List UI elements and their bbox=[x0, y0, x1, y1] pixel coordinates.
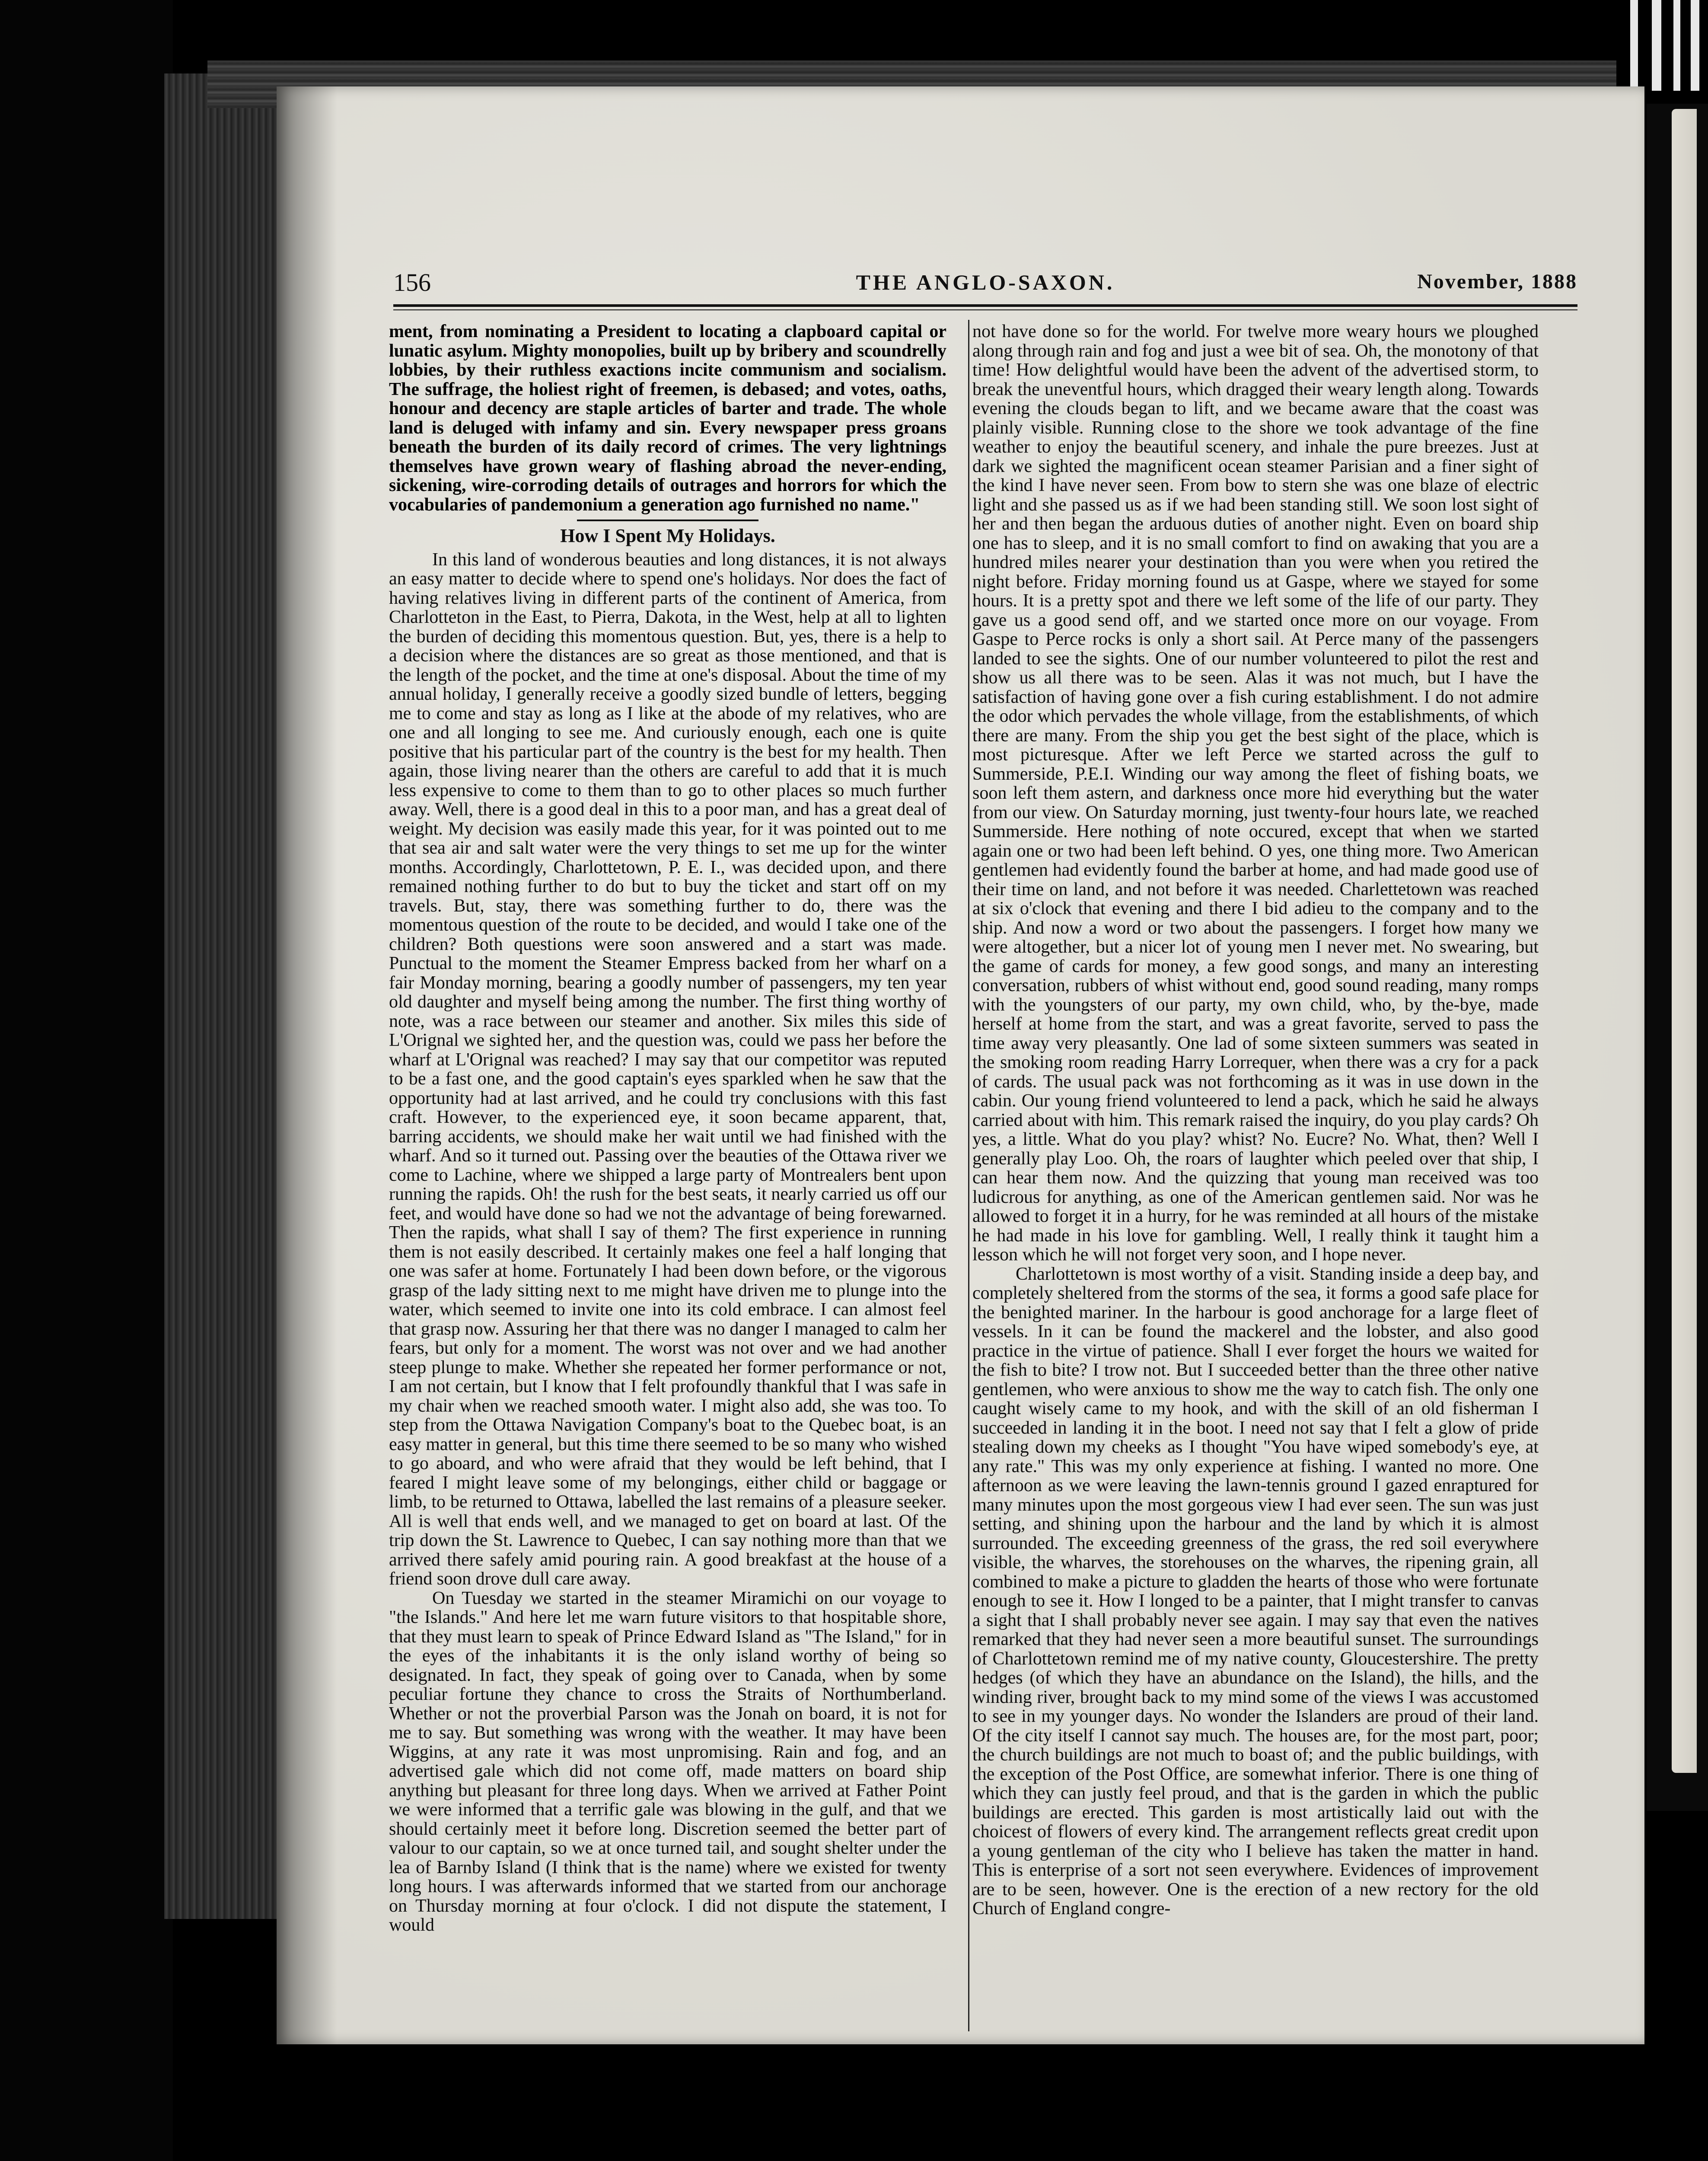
article-paragraph: not have done so for the world. For twelve more weary hours we ploughed along through rain and fog and just a wee bit of sea. Oh, the monotony of that time! How delightful would have been the advent of the advertised storm, to break the uneventful hours, which dragged their weary length along. Towards evening the clouds began to lift, and we became aware that the coast was plainly visible. Running close to the shore we took advantage of the fine weather to enjoy the beautiful scenery, and inhale the pure breezes. Just at dark we sighted the magnificent ocean steamer Parisian and a finer sight of the kind I have never seen. From bow to stern she was one blaze of electric light and she passed us as if we had been standing still. We soon lost sight of her and then began the arduous duties of another night. Even on board ship one has to sleep, and it is no small comfort to find on awaking that you are a hundred miles nearer your destination than you were when you retired the night before. Friday morning found us at Gaspe, where we stayed for some hours. It is a pretty spot and there we left some of the life of our party. They gave us a good send off, and we started once more on our voyage. From Gaspe to Perce rocks is only a short sail. At Perce many of the passengers landed to see the sights. One of our number volunteered to pilot the rest and show us all there was to be seen. Alas it was not much, but I have the satisfaction of having gone over a fish curing establishment. I do not admire the odor which pervades the whole village, from the establishments, of which there are many. From the ship you get the best sight of the place, which is most picturesque. After we left Perce we started across the gulf to Summerside, P.E.I. Winding our way among the fleet of fishing boats, we soon left them astern, and darkness once more hid everything but the water from our view. On Saturday morning, just twenty-four hours late, we reached Summerside. Here nothing of note occured, except that when we started again one or two had been left behind. O yes, one thing more. Two American gentlemen had evidently found the barber at home, and had made good use of their time on land, and not before it was needed. Charlettetown was reached at six o'clock that evening and there I bid adieu to the company and to the ship. And now a word or two about the passengers. I forget how many we were altogether, but a nicer lot of young men I never met. No swearing, but the game of cards for money, a few good songs, and many an interesting conversation, rubbers of whist without end, good sound reading, many romps with the youngsters of our party, my own child, who, by the-bye, made herself at home from the start, and was a great favorite, served to pass the time away very pleasantly. One lad of some sixteen summers was seated in the smoking room reading Harry Lorrequer, when there was a cry for a pack of cards. The usual pack was not forthcoming as it was in use down in the cabin. Our young friend volunteered to lend a pack, which he said he always carried about with him. This remark raised the inquiry, do you play cards? Oh yes, a little. What do you play? whist? No. Eucre? No. What, then? Well I generally play Loo. Oh, the roars of laughter which peeled over that ship, I can hear them now. And the quizzing that young man received was too ludicrous for anything, as one of the American gentlemen said. Nor was he allowed to forget it in a hurry, for he was reminded at all hours of the mistake he had made in his love for gambling. Well, I really think it taught him a lesson which he will not forget very soon, and I hope never. bbox=[972, 322, 1539, 1265]
left-column bbox=[389, 322, 946, 1935]
article-paragraph: In this land of wonderous beauties and long distances, it is not always an easy matter to decide where to spend one's holidays. Nor does the fact of having relatives living in different parts of the continent of America, from Charlotteton in the East, to Pierra, Dakota, in the West, help at all to lighten the burden of deciding this momentous question. But, yes, there is a help to a decision where the distances are so great as those mentioned, and that is the length of the pocket, and the time at one's disposal. About the time of my annual holiday, I generally receive a goodly sized bundle of letters, begging me to come and stay as long as I like at the abode of my relatives, who are one and all longing to see me. And curiously enough, each one is quite positive that his particular part of the country is the best for my health. Then again, those living nearer than the others are careful to add that it is much less expensive to come to them than to go to other places so much further away. Well, there is a good deal in this to a poor man, and has a great deal of weight. My decision was easily made this year, for it was pointed out to me that sea air and salt water were the very things to set me up for the winter months. Accordingly, Charlottetown, P. E. I., was decided upon, and there remained nothing further to do but to buy the ticket and start off on my travels. But, stay, there was something further to do, there was the momentous question of the route to be decided, and would I take one of the children? Both questions were soon answered and a start was made. Punctual to the moment the Steamer Empress backed from her wharf on a fair Monday morning, bearing a goodly number of passengers, my ten year old daughter and myself being among the number. The first thing worthy of note, was a race between our steamer and another. Six miles this side of L'Orignal we sighted her, and the question was, could we pass her before the wharf at L'Orignal was reached? I may say that our competitor was reputed to be a fast one, and the good captain's eyes sparkled when he saw that the opportunity had at last arrived, and he could try conclusions with this fast craft. However, to the experienced eye, it soon became apparent, that, barring accidents, we should make her wait until we had finished with the wharf. And so it turned out. Passing over the beauties of the Ottawa river we come to Lachine, where we shipped a large party of Montrealers bent upon running the rapids. Oh! the rush for the best seats, it nearly carried us off our feet, and would have done so had we not the advantage of being forewarned. Then the rapids, what shall I say of them? The first experience in running them is not easily described. It certainly makes one feel a half longing that one was safer at home. Fortunately I had been down before, or the vigorous grasp of the lady sitting next to me might have driven me to plunge into the water, which seemed to invite one into its cold embrace. I can almost feel that grasp now. Assuring her that there was no danger I managed to calm her fears, but only for a moment. The worst was not over and we had another steep plunge to make. Whether she repeated her former performance or not, I am not certain, but I know that I felt profoundly thankful that I was safe in my chair when we reached smooth water. I might also add, she was too. To step from the Ottawa Navigation Company's boat to the Quebec boat, is an easy matter in general, but this time there seemed to be so many who wished to go aboard, and who were afraid that they would be left behind, that I feared I might leave some of my belongings, either child or baggage or limb, to be returned to Ottawa, labelled the last remains of a pleasure seeker. All is well that ends well, and we managed to get on board at last. Of the trip down the St. Lawrence to Quebec, I can say nothing more than that we arrived there safely amid pouring rain. A good breakfast at the house of a friend soon drove dull care away. bbox=[389, 549, 946, 1589]
journal-title: THE ANGLO-SAXON. bbox=[856, 270, 1115, 294]
article-paragraph: On Tuesday we started in the steamer Miramichi on our voyage to "the Islands." And here let me warn future visitors to that hospitable shore, that they must learn to speak of Prince Edward Island as "The Island," for in the eyes of the inhabitants it is the only island worthy of being so designated. In fact, they speak of going over to Canada, when by some peculiar fortune they chance to cross the Straits of Northumberland. Whether or not the proverbial Parson was the Jonah on board, it is not for me to say. But something was wrong with the weather. It may have been Wiggins, at any rate it was most unpromising. Rain and fog, and an advertised gale which did not come off, made matters on board ship anything but pleasant for three long days. When we arrived at Father Point we were informed that a terrific gale was blowing in the gulf, and that we should certainly meet it before long. Discretion seemed the better part of valour to our captain, so we at once turned tail, and sought shelter under the lea of Barnby Island (I think that is the name) where we existed for twenty long hours. I was afterwards informed that we started from our anchorage on Thursday morning at four o'clock. I did not dispute the statement, I would bbox=[389, 1588, 946, 1935]
issue-date: November, 1888 bbox=[1417, 270, 1577, 293]
facing-page-edge bbox=[1672, 109, 1697, 1773]
right-column bbox=[972, 322, 1539, 1919]
article-paragraph: Charlottetown is most worthy of a visit. Standing inside a deep bay, and completely sheltered from the storms of the sea, it forms a good safe place for the benighted mariner. In the harbour is good anchorage for a large fleet of vessels. In it can be found the mackerel and the lobster, and also good practice in the virtue of patience. Shall I ever forget the hours we waited for the fish to bite? I trow not. But I succeeded better than the three other native gentlemen, who were anxious to show me the way to catch fish. The only one caught wisely came to my hook, and with the skill of an old fisherman I succeeded in landing it in the boot. I need not say that I felt a glow of pride stealing down my cheeks as I thought "You have wiped somebody's eye, at any rate." This was my only experience at fishing. I wanted no more. One afternoon as we were leaving the lawn-tennis ground I gazed enraptured for many minutes upon the most gorgeous view I had ever seen. The sun was just setting, and shining upon the harbour and the land by which it is almost surrounded. The exceeding greenness of the grass, the red soil everywhere visible, the wharves, the storehouses on the wharves, the ripening grain, all combined to make a picture to gladden the hearts of those who were fortunate enough to see it. How I longed to be a painter, that I might transfer to canvas a sight that I shall probably never see again. I may say that even the natives remarked that they had never seen a more beautiful sunset. The surroundings of Charlottetown remind me of my native county, Gloucestershire. The pretty hedges (of which they have an abundance on the Island), the hills, and the winding river, brought back to my mind some of the views I was accustomed to see in my younger days. No wonder the Islanders are proud of their land. Of the city itself I cannot say much. The houses are, for the most part, poor; the church buildings are not much to boast of; and the public buildings, with the exception of the Post Office, are somewhat inferior. There is one thing of which they can justly feel proud, and that is the garden in which the public buildings are erected. This garden is most artistically laid out with the choicest of flowers of every kind. The arrangement reflects great credit upon a young gentleman of the city who I believe has taken the matter in hand. This is enterprise of a sort not seen everywhere. Evidences of improvement are to be seen, however. One is the erection of a new rectory for the old Church of England congre- bbox=[972, 1264, 1539, 1919]
book-page-edges bbox=[164, 73, 294, 1919]
scanner-calibration-bars bbox=[1622, 0, 1708, 91]
binding-shadow bbox=[277, 86, 337, 2044]
header-rule-thin bbox=[393, 309, 1577, 310]
continued-paragraph: ment, from nominating a President to locating a clapboard capital or lunatic asylum. Mighty monopolies, built up by bribery and scoundrelly lobbies, by their ruthless exactions incite communism and socialism. The suffrage, the holiest right of freemen, is debased; and votes, oaths, honour and decency are staple articles of barter and trade. The whole land is deluged with infamy and sin. Every newspaper press groans beneath the burden of its daily record of crimes. The very lightnings themselves have grown weary of flashing abroad the never-ending, sickening, wire-corroding details of outrages and horrors for which the vocabularies of pandemonium a generation ago furnished no name." bbox=[389, 322, 946, 515]
article-title: How I Spent My Holidays. bbox=[560, 525, 775, 546]
column-divider bbox=[968, 320, 969, 2031]
article-separator-rule bbox=[577, 520, 758, 521]
running-head bbox=[393, 268, 1577, 307]
scanner-dark-margin bbox=[0, 0, 173, 2161]
header-rule-thick bbox=[393, 304, 1577, 307]
book-page bbox=[277, 86, 1644, 2044]
page-number: 156 bbox=[393, 268, 431, 296]
